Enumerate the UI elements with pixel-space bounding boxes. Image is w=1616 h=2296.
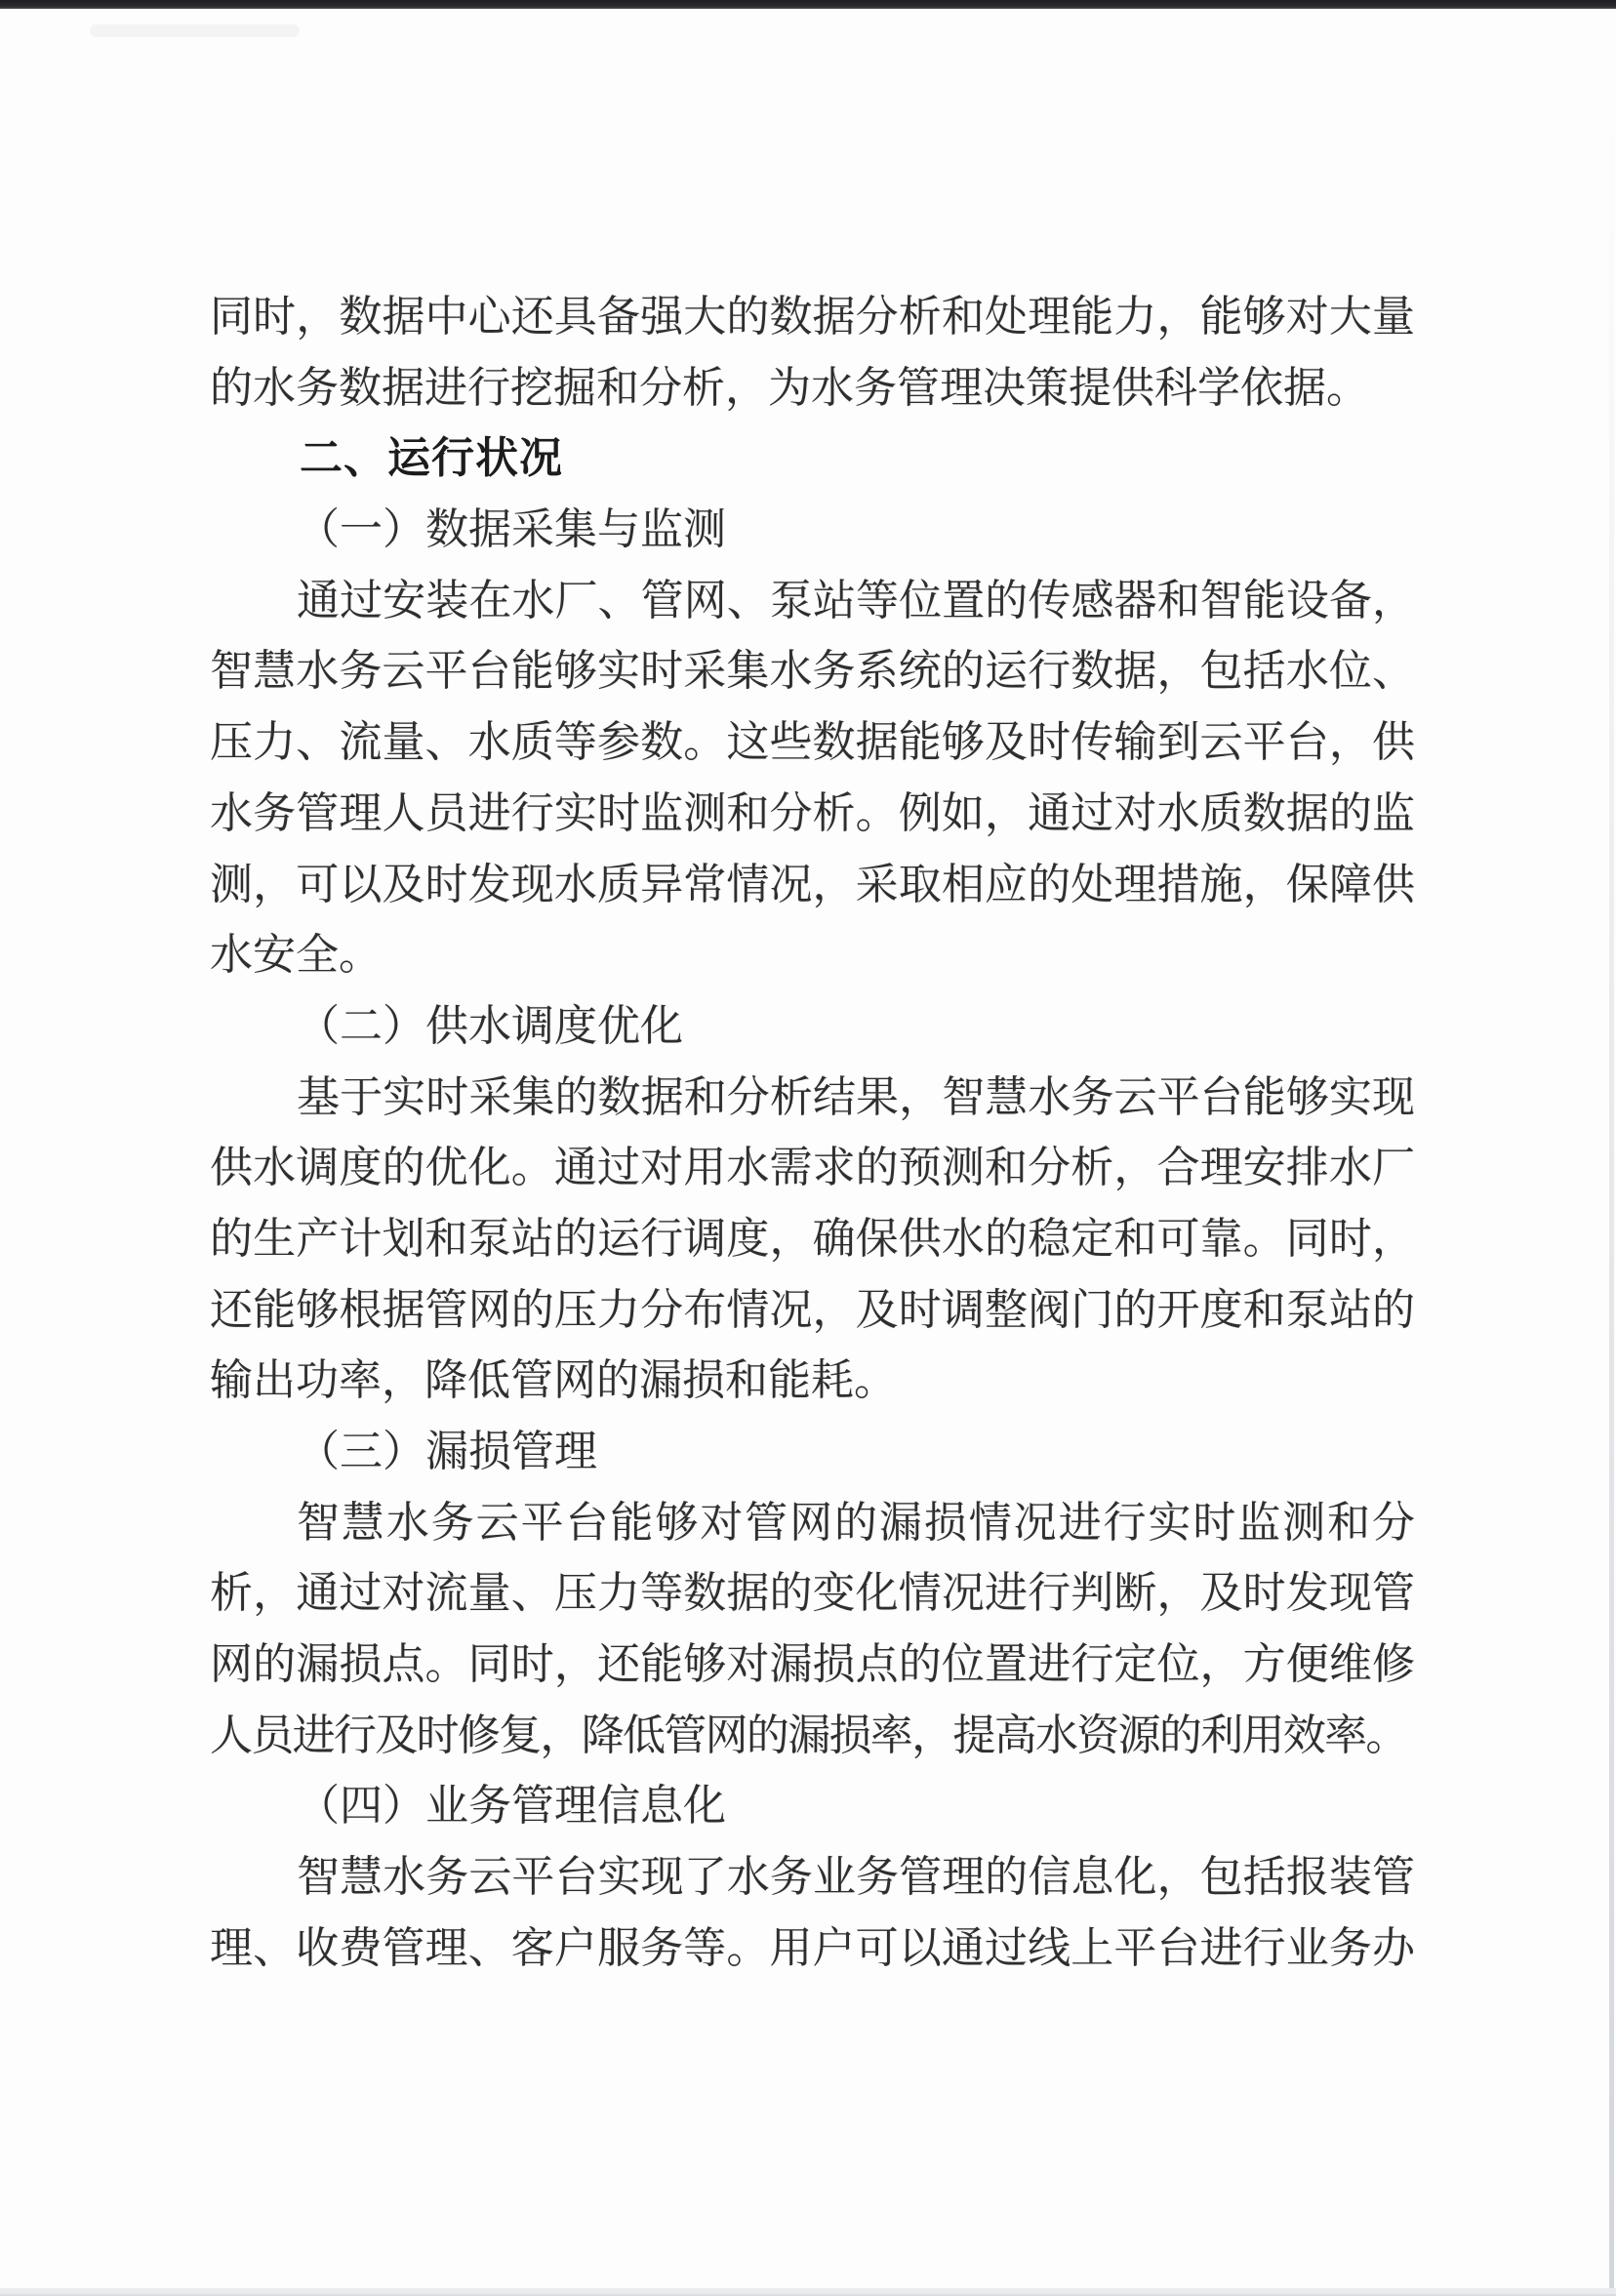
text-line: 还能够根据管网的压力分布情况，及时调整阀门的开度和泵站的 (210, 1285, 1415, 1334)
document-body (210, 282, 1415, 1985)
text-line: 智慧水务云平台实现了水务业务管理的信息化，包括报装管 (297, 1853, 1415, 1902)
text-line: 压力、流量、水质等参数。这些数据能够及时传输到云平台，供 (210, 718, 1415, 767)
text-line: 测，可以及时发现水质异常情况，采取相应的处理措施，保障供 (210, 860, 1415, 908)
text-line: 的生产计划和泵站的运行调度，确保供水的稳定和可靠。同时， (210, 1214, 1415, 1263)
text-line: 通过安装在水厂、管网、泵站等位置的传感器和智能设备， (297, 576, 1415, 624)
text-line: 智慧水务云平台能够对管网的漏损情况进行实时监测和分 (297, 1498, 1415, 1547)
scan-edge-bottom (0, 2288, 1616, 2296)
text-line: 水安全。 (210, 931, 382, 980)
scan-smudge (90, 24, 300, 37)
section-heading: 二、运行状况 (300, 434, 563, 483)
text-line: 基于实时采集的数据和分析结果，智慧水务云平台能够实现 (297, 1072, 1415, 1121)
subsection-heading: （三）漏损管理 (297, 1428, 597, 1475)
scan-edge-top (0, 0, 1616, 9)
text-line: 水务管理人员进行实时监测和分析。例如，通过对水质数据的监 (210, 788, 1415, 837)
text-line: 同时，数据中心还具备强大的数据分析和处理能力，能够对大量 (210, 293, 1415, 341)
text-line: 理、收费管理、客户服务等。用户可以通过线上平台进行业务办 (210, 1923, 1415, 1972)
text-line: 的水务数据进行挖掘和分析，为水务管理决策提供科学依据。 (210, 363, 1369, 412)
text-line: 人员进行及时修复，降低管网的漏损率，提高水资源的利用效率。 (210, 1711, 1407, 1759)
text-line: 析，通过对流量、压力等数据的变化情况进行判断，及时发现管 (210, 1569, 1415, 1618)
subsection-heading: （四）业务管理信息化 (297, 1782, 726, 1831)
text-line: 智慧水务云平台能够实时采集水务系统的运行数据，包括水位、 (210, 647, 1415, 696)
text-line: 网的漏损点。同时，还能够对漏损点的位置进行定位，方便维修 (210, 1640, 1415, 1689)
subsection-heading: （一）数据采集与监测 (297, 505, 726, 554)
scan-edge-right (1609, 117, 1614, 2296)
subsection-heading: （二）供水调度优化 (297, 1001, 683, 1050)
text-line: 供水调度的优化。通过对用水需求的预测和分析，合理安排水厂 (210, 1144, 1415, 1192)
text-line: 输出功率，降低管网的漏损和能耗。 (210, 1356, 897, 1405)
